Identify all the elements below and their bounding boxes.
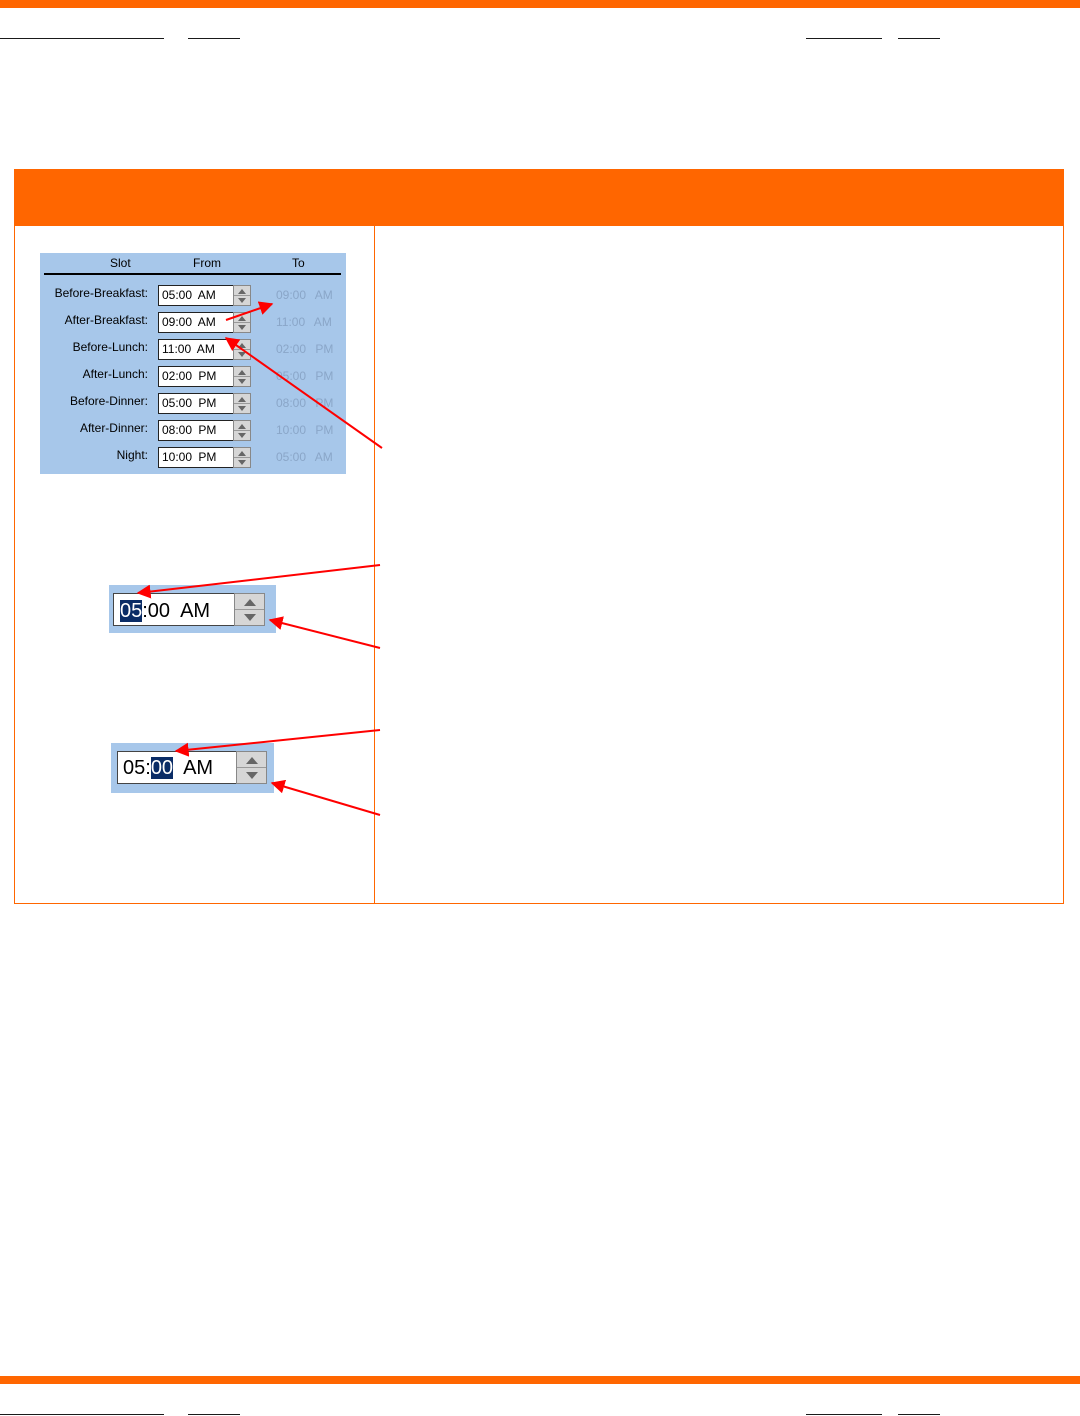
- to-time-label: 05:00 PM: [276, 369, 334, 383]
- from-column-header: From: [193, 256, 221, 270]
- to-column-header: To: [292, 256, 305, 270]
- footer-nav-link-4[interactable]: [898, 1414, 940, 1415]
- callout-arrow: [226, 304, 272, 320]
- slot-label: After-Breakfast:: [64, 313, 148, 327]
- from-time-input[interactable]: 02:00 PM: [158, 366, 234, 387]
- footer-nav-link-2[interactable]: [188, 1414, 240, 1415]
- slot-label: Before-Lunch:: [72, 340, 148, 354]
- from-time-input[interactable]: 09:00 AM: [158, 312, 234, 333]
- slot-label: Before-Dinner:: [69, 394, 148, 408]
- callout-arrow: [270, 620, 380, 648]
- hour-segment[interactable]: 05: [120, 600, 143, 622]
- minute-segment[interactable]: 00: [150, 757, 174, 779]
- to-time-label: 02:00 PM: [276, 342, 334, 356]
- slot-column-header: Slot: [110, 256, 131, 270]
- from-time-input[interactable]: 11:00 AM: [158, 339, 234, 360]
- callout-arrow: [176, 730, 380, 751]
- from-time-input[interactable]: 05:00 PM: [158, 393, 234, 414]
- to-time-label: 05:00 AM: [276, 450, 333, 464]
- from-time-input[interactable]: 05:00 AM: [158, 285, 234, 306]
- from-time-input[interactable]: 08:00 PM: [158, 420, 234, 441]
- callout-arrow: [138, 565, 380, 593]
- slot-label: After-Dinner:: [79, 421, 148, 435]
- to-time-label: 09:00 AM: [276, 288, 333, 302]
- time-remainder: :00 AM: [142, 600, 211, 622]
- callout-arrow: [272, 783, 380, 815]
- slot-label: Night:: [116, 448, 148, 462]
- bottom-accent-bar: [0, 1376, 1080, 1384]
- time-remainder: AM: [173, 757, 214, 779]
- slot-label: Before-Breakfast:: [54, 286, 148, 300]
- slot-label: After-Lunch:: [82, 367, 148, 381]
- callout-arrow: [226, 338, 382, 448]
- from-time-input[interactable]: 10:00 PM: [158, 447, 234, 468]
- to-time-label: 11:00 AM: [276, 315, 332, 329]
- to-time-label: 08:00 PM: [276, 396, 334, 410]
- footer-nav-link-1[interactable]: [0, 1414, 164, 1415]
- footer-nav-link-3[interactable]: [806, 1414, 882, 1415]
- time-prefix: 05:: [123, 757, 151, 779]
- to-time-label: 10:00 PM: [276, 423, 334, 437]
